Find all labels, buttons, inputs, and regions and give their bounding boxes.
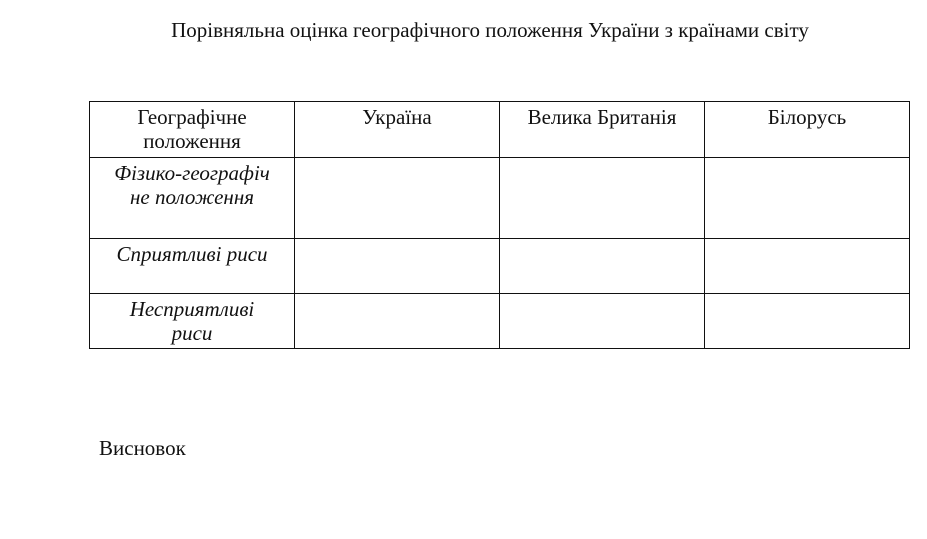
- cell-great-britain-unfavorable[interactable]: [500, 294, 705, 349]
- conclusion-label: Висновок: [99, 436, 186, 460]
- cell-belarus-physical[interactable]: [705, 158, 910, 239]
- comparison-table: [89, 101, 910, 349]
- header-ukraine: Україна: [295, 102, 500, 158]
- cell-belarus-unfavorable[interactable]: [705, 294, 910, 349]
- header-great-britain: Велика Британія: [500, 102, 705, 158]
- cell-ukraine-unfavorable[interactable]: [295, 294, 500, 349]
- row-label-physical-geographic: Фізико-географіч не положення: [90, 158, 295, 239]
- row-label-unfavorable-features: Несприятливі риси: [90, 294, 295, 349]
- header-geographic-position: Географічне положення: [90, 102, 295, 158]
- table-header-row: [90, 102, 910, 158]
- table-row: [90, 158, 910, 239]
- table-row: [90, 239, 910, 294]
- cell-great-britain-favorable[interactable]: [500, 239, 705, 294]
- cell-great-britain-physical[interactable]: [500, 158, 705, 239]
- table-row: [90, 294, 910, 349]
- cell-belarus-favorable[interactable]: [705, 239, 910, 294]
- header-belarus: Білорусь: [705, 102, 910, 158]
- cell-ukraine-physical[interactable]: [295, 158, 500, 239]
- document-title: Порівняльна оцінка географічного положення України з країнами світу: [171, 18, 809, 42]
- cell-ukraine-favorable[interactable]: [295, 239, 500, 294]
- row-label-favorable-features: Сприятливі риси: [90, 239, 295, 294]
